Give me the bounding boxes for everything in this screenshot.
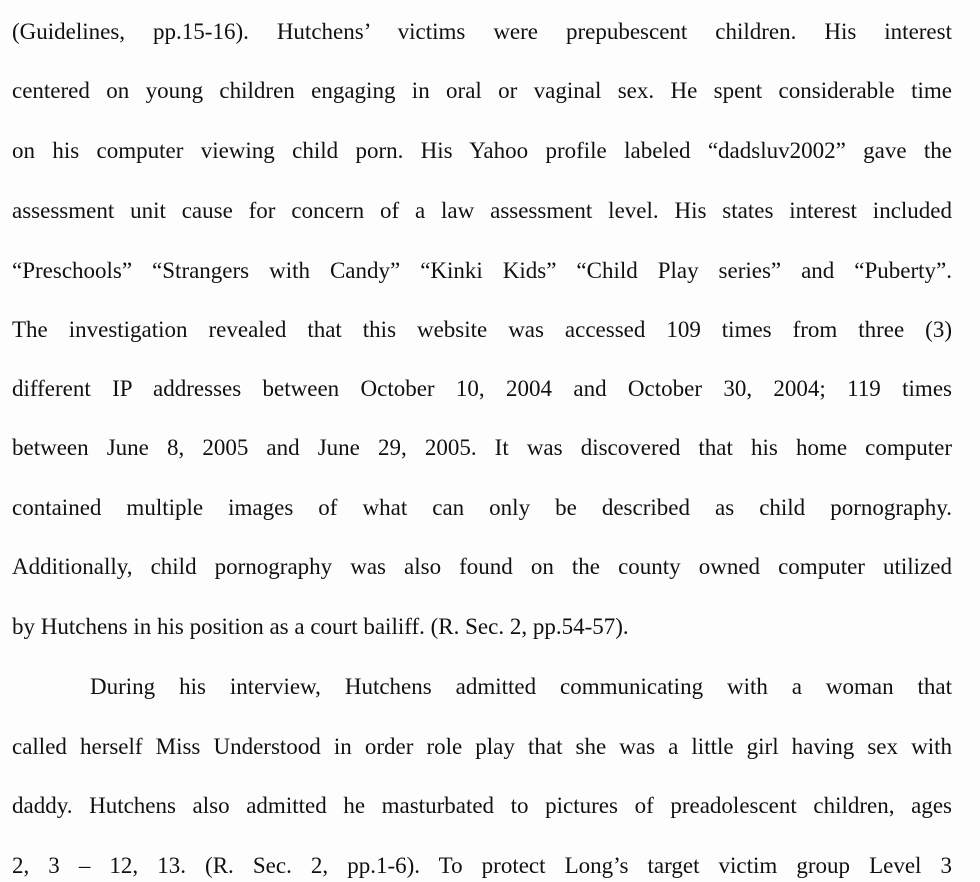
text-line: different IP addresses between October 10, 2004 and October 30, 2004; 119 times xyxy=(12,376,952,401)
text-line: on his computer viewing child porn. His Yahoo profile labeled “dadsluv2002” gave the xyxy=(12,138,952,163)
text-line: centered on young children engaging in oral or vaginal sex. He spent considerable time xyxy=(12,78,952,103)
text-line: Additionally, child pornography was also found on the county owned computer utilized xyxy=(12,554,952,579)
text-line: (Guidelines, pp.15-16). Hutchens’ victims were prepubescent children. His interest xyxy=(12,19,952,44)
text-line: called herself Miss Understood in order role play that she was a little girl having sex with xyxy=(12,734,952,759)
text-line: by Hutchens in his position as a court bailiff. (R. Sec. 2, pp.54-57). xyxy=(12,614,629,639)
text-line: During his interview, Hutchens admitted communicating with a woman that xyxy=(90,674,952,699)
text-line: The investigation revealed that this website was accessed 109 times from three (3) xyxy=(12,317,952,342)
text-line: between June 8, 2005 and June 29, 2005. It was discovered that his home computer xyxy=(12,435,952,460)
text-line: contained multiple images of what can only be described as child pornography. xyxy=(12,495,952,520)
text-line: “Preschools” “Strangers with Candy” “Kinki Kids” “Child Play series” and “Puberty”. xyxy=(12,258,952,283)
text-line: daddy. Hutchens also admitted he masturbated to pictures of preadolescent children, ages xyxy=(12,793,952,818)
text-line: 2, 3 – 12, 13. (R. Sec. 2, pp.1-6). To protect Long’s target victim group Level 3 xyxy=(12,853,952,878)
text-line: assessment unit cause for concern of a law assessment level. His states interest included xyxy=(12,198,952,223)
